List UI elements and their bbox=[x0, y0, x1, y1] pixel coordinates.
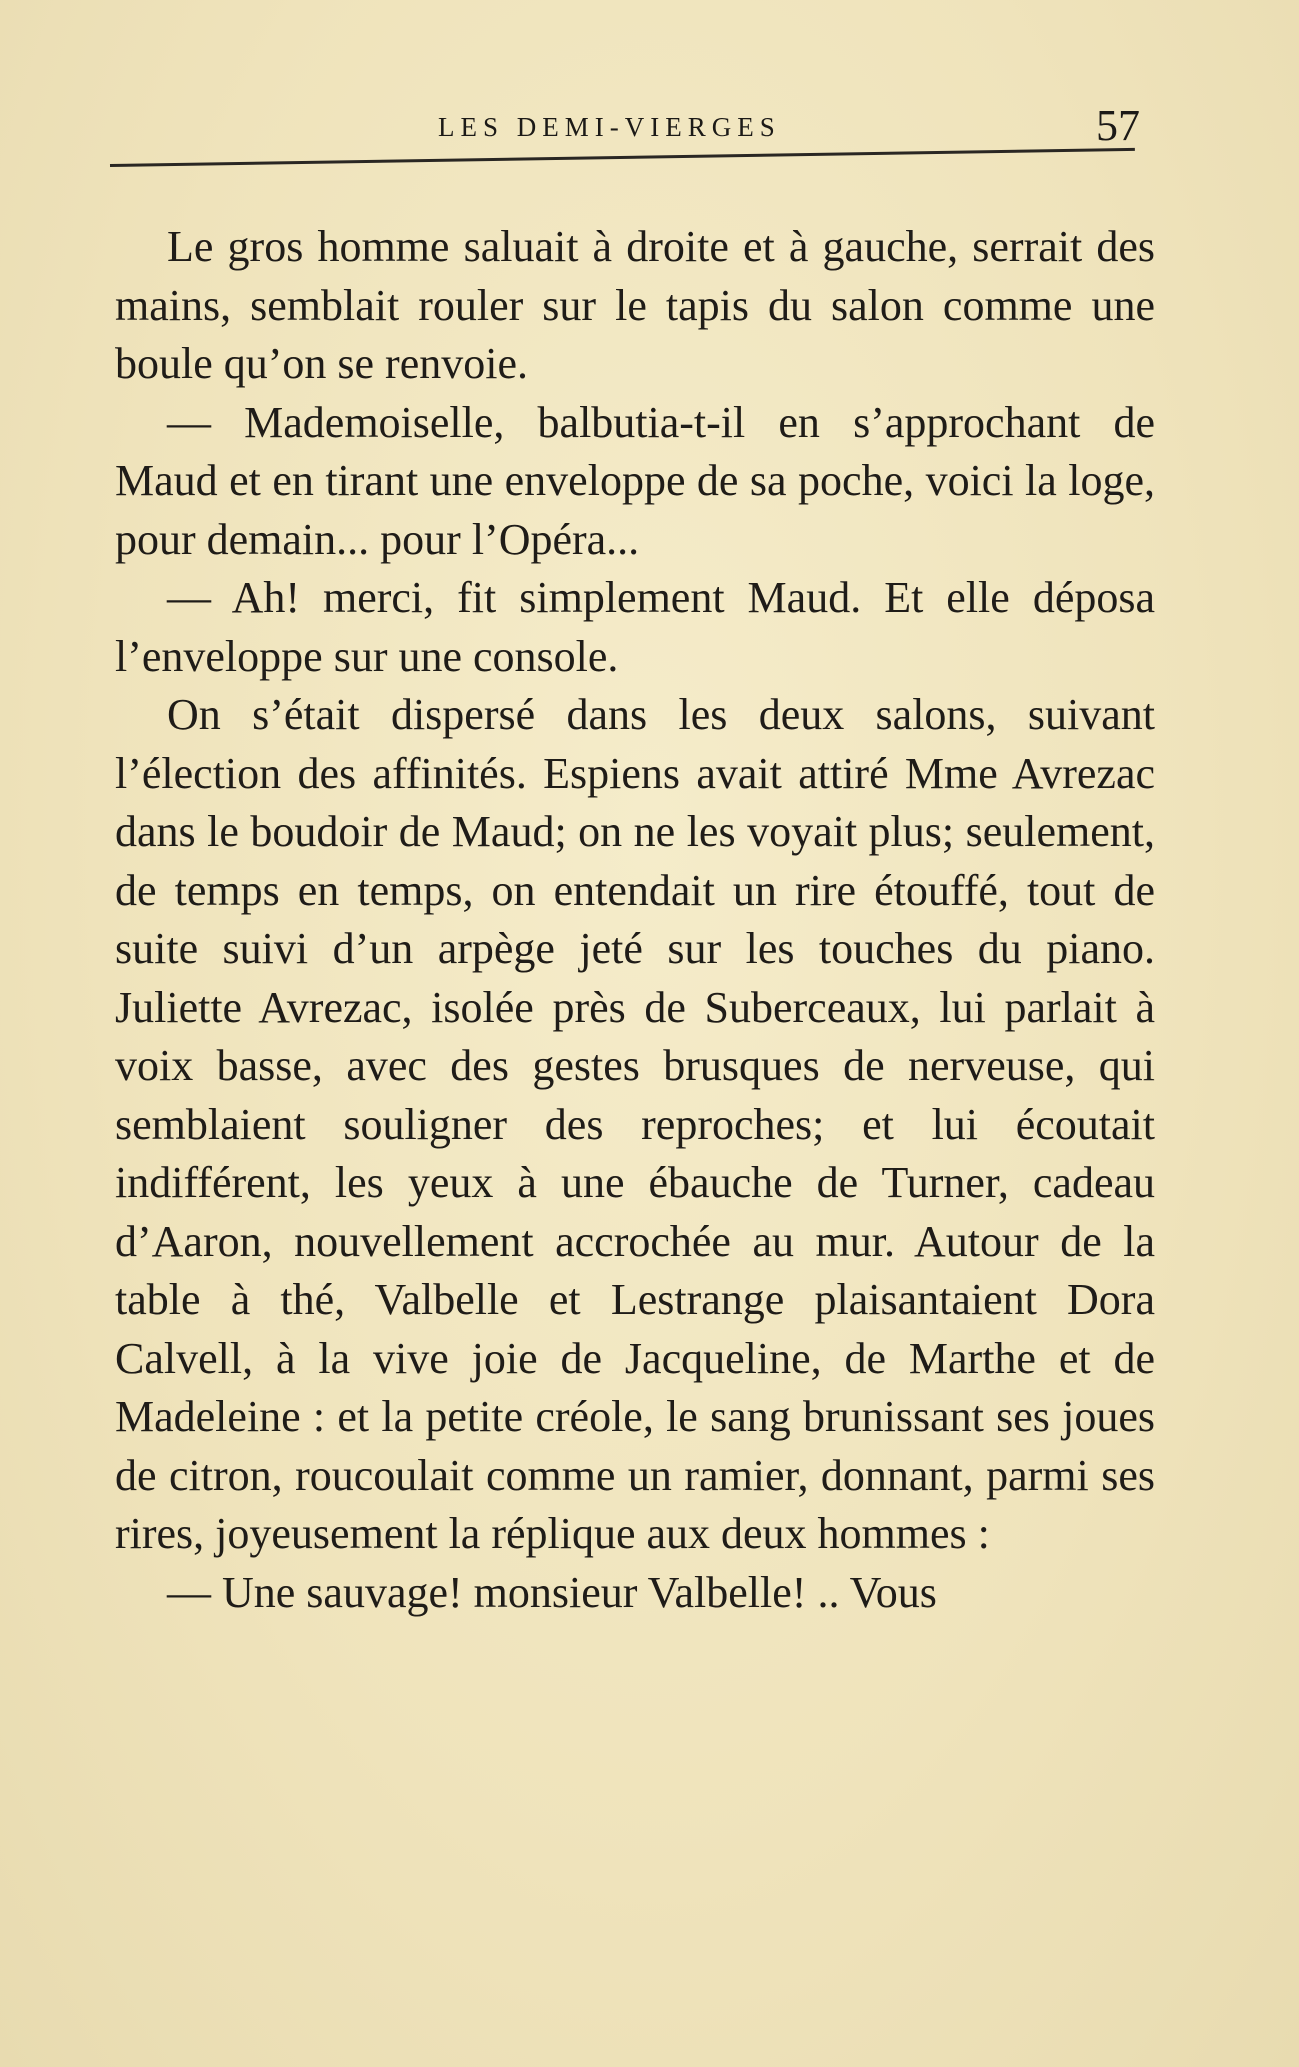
body-text bbox=[115, 218, 1155, 1622]
page-number: 57 bbox=[1096, 101, 1140, 150]
paragraph: — Une sauvage! monsieur Valbelle! .. Vous bbox=[167, 1567, 937, 1617]
paragraph: On s’était dispersé dans les deux salons, suivant l’élection des affinités. Espiens avait attiré Mme Avrezac dans le boudoir de Maud; on ne les voyait plus; seulement, de temps en temps, on entendait un rire étouffé, tout de suite suivi d’un arpège jeté sur les touches du piano. Juliette Avrezac, isolée près de Suberceaux, lui parlait à voix basse, avec des gestes brusques de nerveuse, qui semblaient souligner des reproches; et lui écoutait indifférent, les yeux à une ébauche de Turner, cadeau d’Aaron, nouvellement accrochée au mur. Autour de la table à thé, Valbelle et Lestrange plaisantaient Dora Calvell, à la vive joie de Jacqueline, de Marthe et de Madeleine : et la petite créole, le sang brunissant ses joues de citron, roucoulait comme un ramier, donnant, parmi ses rires, joyeusement la réplique aux deux hommes : bbox=[115, 690, 1155, 1558]
paragraph: — Mademoiselle, balbutia-t-il en s’approchant de Maud et en tirant une enveloppe de sa poche, voici la loge, pour demain... pour l’Opéra... bbox=[115, 397, 1155, 564]
running-head: LES DEMI-VIERGES bbox=[438, 112, 781, 142]
paragraph: — Ah! merci, fit simplement Maud. Et elle déposa l’enveloppe sur une console. bbox=[115, 573, 1155, 681]
paragraph: Le gros homme saluait à droite et à gauche, serrait des mains, semblait rouler sur le tapis du salon comme une boule qu’on se renvoie. bbox=[115, 222, 1155, 388]
